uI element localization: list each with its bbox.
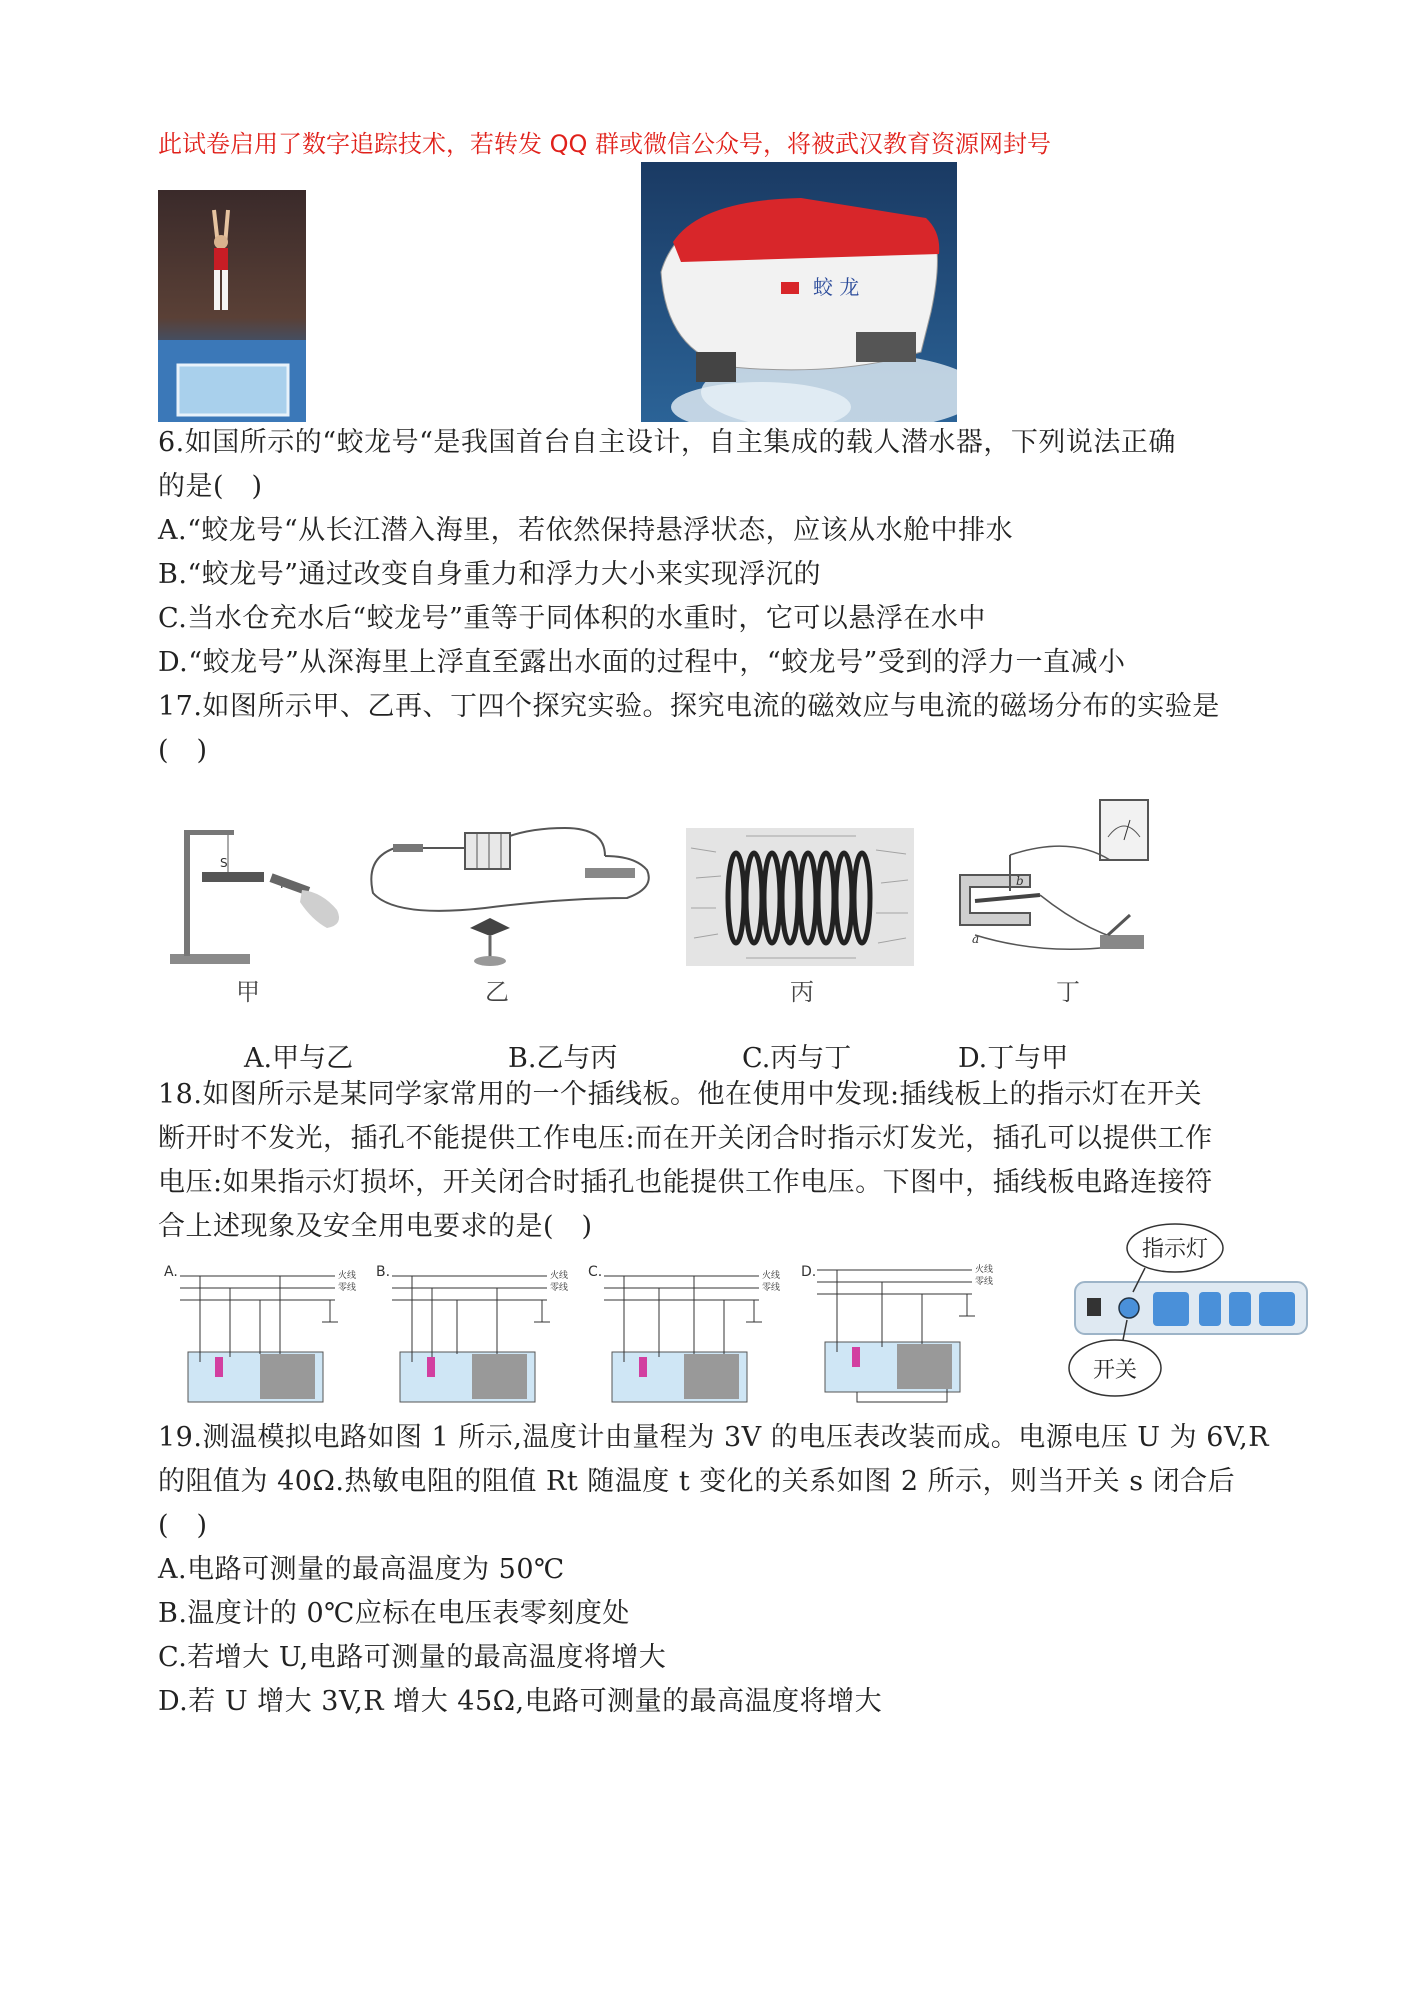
callout-indicator-lamp: 指示灯 bbox=[1141, 1237, 1209, 1262]
q19-option-c: C.若增大 U,电路可测量的最高温度将增大 bbox=[158, 1642, 667, 1673]
q17-option-d: D.丁与甲 bbox=[958, 1043, 1069, 1074]
q6-stem-line1: 6.如国所示的“蛟龙号“是我国首台自主设计，自主集成的载人潜水器，下列说法正确 bbox=[158, 427, 1176, 458]
experiment-yi-figure bbox=[365, 808, 655, 973]
q19-stem-line3: ( ) bbox=[158, 1510, 208, 1541]
q19-option-d: D.若 U 增大 3V,R 增大 45Ω,电路可测量的最高温度将增大 bbox=[158, 1686, 883, 1717]
diagram-a-live-label: 火线 bbox=[338, 1271, 357, 1281]
q6-option-b: B.“蛟龙号”通过改变自身重力和浮力大小来实现浮沉的 bbox=[158, 559, 822, 590]
diagram-d-live-label: 火线 bbox=[975, 1265, 994, 1275]
q17-stem-line1: 17.如图所示甲、乙再、丁四个探究实验。探究电流的磁效应与电流的磁场分布的实验是 bbox=[158, 691, 1220, 722]
callout-switch: 开关 bbox=[1092, 1358, 1138, 1383]
q19-option-b: B.温度计的 0℃应标在电压表零刻度处 bbox=[158, 1598, 630, 1629]
diagram-d-neutral-label: 零线 bbox=[975, 1277, 994, 1287]
diagram-a-neutral-label: 零线 bbox=[338, 1283, 357, 1293]
diagram-b-neutral-label: 零线 bbox=[550, 1283, 569, 1293]
experiment-jia-figure bbox=[162, 820, 352, 970]
q17-stem-line2: ( ) bbox=[158, 735, 208, 766]
magnet-s-label: S bbox=[220, 856, 228, 870]
q18-diagram-c bbox=[584, 1262, 789, 1407]
diagram-b-live-label: 火线 bbox=[550, 1271, 569, 1281]
power-strip-illustration bbox=[1065, 1220, 1315, 1400]
diagram-a-label: A. bbox=[164, 1264, 178, 1280]
q6-stem-line2: 的是( ) bbox=[158, 471, 263, 502]
q19-stem-line2: 的阻值为 40Ω.热敏电阻的阻值 Rt 随温度 t 变化的关系如图 2 所示，则当开关 s 闭合后 bbox=[158, 1466, 1236, 1497]
submarine-hull-label: 蛟 龙 bbox=[813, 275, 860, 299]
caption-yi: 乙 bbox=[485, 978, 509, 1006]
q17-option-c: C.丙与丁 bbox=[742, 1043, 852, 1074]
q18-diagram-a bbox=[160, 1262, 365, 1407]
diagram-d-label: D. bbox=[801, 1264, 817, 1280]
diagram-b-label: B. bbox=[376, 1264, 391, 1280]
q18-diagram-b bbox=[372, 1262, 577, 1407]
diagram-c-neutral-label: 零线 bbox=[762, 1283, 781, 1293]
q6-option-c: C.当水仓充水后“蛟龙号”重等于同体积的水重时，它可以悬浮在水中 bbox=[158, 603, 986, 634]
q6-option-a: A.“蛟龙号“从长江潜入海里，若依然保持悬浮状态，应该从水舱中排水 bbox=[158, 515, 1014, 546]
svg-text:b: b bbox=[1016, 874, 1024, 888]
jiaolong-submarine-photo bbox=[641, 162, 957, 422]
q19-stem-line1: 19.测温模拟电路如图 1 所示,温度计由量程为 3V 的电压表改装而成。电源电压 U 为 6V,R bbox=[158, 1422, 1270, 1453]
svg-text:a: a bbox=[972, 932, 980, 946]
experiment-ding-figure bbox=[950, 795, 1150, 967]
q18-stem-line1: 18.如图所示是某同学家常用的一个插线板。他在使用中发现:插线板上的指示灯在开关 bbox=[158, 1079, 1203, 1110]
q18-stem-line2: 断开时不发光，插孔不能提供工作电压:而在开关闭合时指示灯发光，插孔可以提供工作 bbox=[158, 1123, 1213, 1154]
watermark-notice: 此试卷启用了数字追踪技术，若转发 QQ 群或微信公众号，将被武汉教育资源网封号 bbox=[158, 130, 1052, 158]
q17-option-b: B.乙与丙 bbox=[508, 1043, 618, 1074]
diagram-c-live-label: 火线 bbox=[762, 1271, 781, 1281]
caption-jia: 甲 bbox=[236, 978, 260, 1006]
trampoline-photo bbox=[158, 190, 306, 422]
q17-option-a: A.甲与乙 bbox=[244, 1043, 354, 1074]
diagram-c-label: C. bbox=[588, 1264, 603, 1280]
q18-stem-line4: 合上述现象及安全用电要求的是( ) bbox=[158, 1211, 593, 1242]
q19-option-a: A.电路可测量的最高温度为 50℃ bbox=[158, 1554, 565, 1585]
q18-stem-line3: 电压:如果指示灯损坏，开关闭合时插孔也能提供工作电压。下图中，插线板电路连接符 bbox=[158, 1167, 1213, 1198]
q18-diagram-d bbox=[797, 1262, 1002, 1407]
caption-ding: 丁 bbox=[1056, 978, 1080, 1006]
caption-bing: 丙 bbox=[790, 978, 814, 1006]
experiment-bing-figure bbox=[686, 828, 914, 966]
q6-option-d: D.“蛟龙号”从深海里上浮直至露出水面的过程中，“蛟龙号”受到的浮力一直减小 bbox=[158, 647, 1126, 678]
